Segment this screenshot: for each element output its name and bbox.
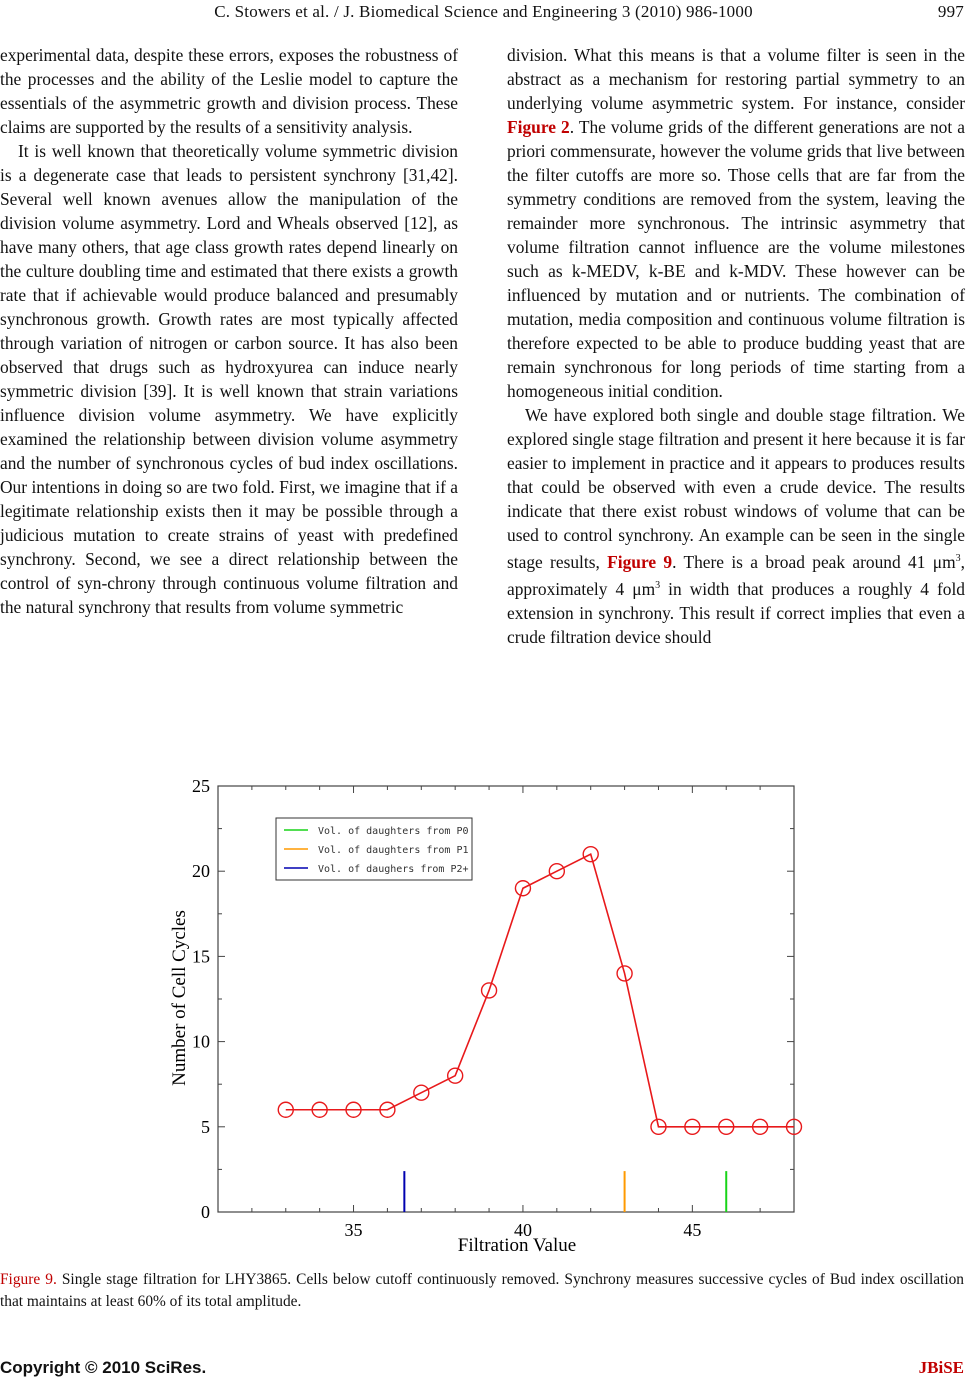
right-paragraph-1: division. What this means is that a volume filter is seen in the abstract as a mechanism for restoring partial symmetry to an underlying volume asymmetric system. For instance, consider Figure 2. The volume grids of the different generations are not a priori commensurate, however the volume grids that live between the filter cutoffs are more so. Those cells that are far from the symmetry conditions are removed from the system, leaving the remainder more synchronous. The intrinsic asymmetry that volume filtration cannot influence are the volume milestones such as k-MEDV, k-BE and k-MDV. These however can be influenced by mutation and or nutrients. The combination of mutation, media composition and continuous volume filtration is therefore expected to be able to produce budding yeast that are remain synchronous for long periods of time starting from a homogeneous initial condition.	[507, 45, 965, 401]
y-axis-label: Number of Cell Cycles	[169, 910, 190, 1086]
caption-text: Single stage filtration for LHY3865. Cells below cutoff continuously removed. Synchrony measures successive cycles of Bud index oscillation that maintains at least 60% of its total amplitude.	[0, 1271, 964, 1310]
legend-entry: Vol. of daughters from P0	[318, 826, 469, 837]
copyright: Copyright © 2010 SciRes.	[0, 1358, 207, 1377]
x-tick-label: 45	[683, 1220, 702, 1240]
figure-9-link[interactable]: Figure 9	[607, 551, 673, 572]
x-tick-label: 35	[344, 1220, 363, 1240]
journal-name: JBiSE	[918, 1358, 964, 1377]
legend-entry: Vol. of daughers from P2+	[318, 864, 469, 875]
y-tick-label: 0	[201, 1202, 210, 1222]
right-paragraph-2: We have explored both single and double stage filtration. We explored single stage filtration and present it here because it is far easier to implement in practice and it appears to produces results that could be observed with even a crude device. The results indicate that there exist robust windows of volume that can be used to control synchrony. An example can be seen in the single stage results, Figure 9. There is a broad peak around 41 $\mu m^3$, approximately 4 $\mu m^3$ in width that produces a roughly 4 fold extension in synchrony. This result if correct implies that even a crude filtration device should	[507, 405, 965, 647]
figure-2-link[interactable]: Figure 2	[507, 117, 570, 137]
peak-volume: 41 $\mu m^3$	[908, 551, 961, 572]
caption-label: Figure 9.	[0, 1271, 57, 1288]
x-axis-label: Filtration Value	[457, 1235, 577, 1256]
running-header	[0, 2, 967, 22]
left-paragraph-1: experimental data, despite these errors, exposes the robustness of the processes and the ability of the Leslie model to capture the essentials of the asymmetric growth and division process. These claims are supported by the results of a sensitivity analysis.	[0, 45, 458, 137]
legend-entry: Vol. of daughters from P1	[318, 845, 469, 856]
y-tick-label: 10	[192, 1031, 210, 1052]
left-paragraph-2: It is well known that theoretically volume symmetric division is a degenerate case that leads to persistent synchrony [31,42]. Several well known avenues allow the manipulation of the division volume asymmetry. Lord and Wheals observed [12], as have many others, that age class growth rates depend linearly on the culture doubling time and estimated that there exists a growth rate that if achievable would produce balanced and presumably synchronous growth. Growth rates are most typically affected through variation of nitrogen or carbon source. It has also been observed that drugs such as hydroxyurea can induce nearly symmetric division [39]. It is well known that strain variations influence division volume asymmetry. We have explicitly examined the relationship between division volume asymmetry and the number of synchronous cycles of bud index oscillations. Our intentions in doing so are two fold. First, we imagine that if a legitimate relationship exists then it may be possible through a judicious mutation to create strains of yeast with predefined synchrony. Second, we see a direct relationship between the control of syn-chrony through continuous volume filtration and the natural synchrony that results from volume symmetric	[0, 141, 458, 617]
x-tick-label: 40	[513, 1220, 532, 1240]
y-tick-label: 15	[192, 946, 210, 967]
legend	[276, 818, 472, 880]
peak-width: 4 $\mu m^3$	[615, 578, 661, 599]
right-column	[507, 43, 965, 649]
left-column	[0, 43, 458, 619]
figure-caption	[0, 1269, 964, 1313]
page-number: 997	[937, 2, 964, 21]
y-tick-label: 20	[192, 861, 210, 882]
y-tick-label: 5	[201, 1116, 210, 1137]
y-tick-label: 25	[192, 776, 210, 796]
running-title: C. Stowers et al. / J. Biomedical Science and Engineering 3 (2010) 986-1000	[214, 2, 753, 21]
filtration-chart	[157, 768, 817, 1260]
